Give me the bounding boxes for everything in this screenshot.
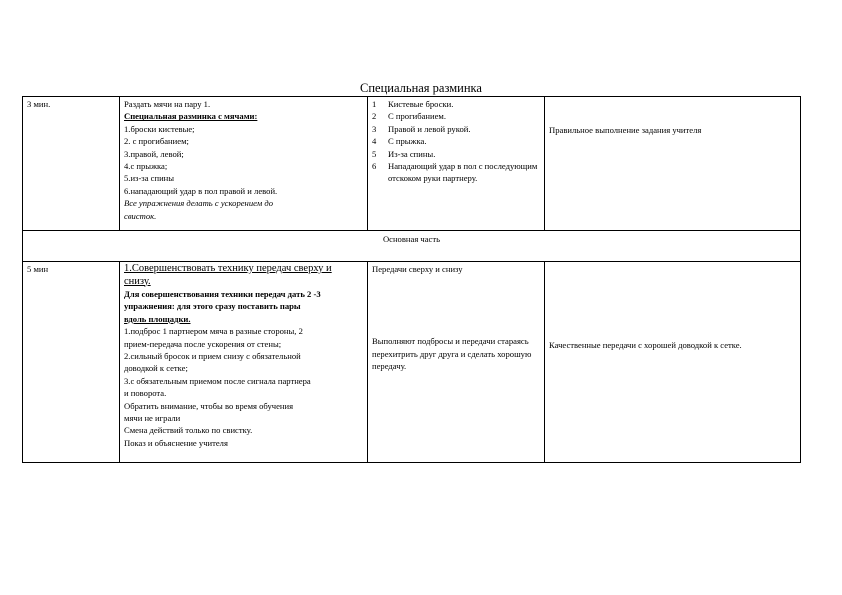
main-intro-1: Для совершенствования техники передач дать 2 -3 (124, 289, 321, 299)
main-criteria: Качественные передачи с хорошей доводкой к сетке. (545, 262, 801, 463)
main-line: Смена действий только по свистку. (124, 425, 253, 436)
list-item: 5 Из-за спины. (372, 148, 436, 159)
main-heading-1: 1.Совершенствовать технику передач сверху и (124, 263, 332, 274)
main-intro-3: вдоль площадки. (124, 313, 191, 324)
warmup-item: 3.правой, левой; (124, 148, 184, 159)
main-methods (368, 262, 545, 463)
list-item: 6 Нападающий удар в пол с последующим отскоком руки партнеру. (372, 161, 538, 184)
main-title-row (23, 231, 801, 262)
list-item: 3 Правой и левой рукой. (372, 123, 471, 134)
main-line: 1.подброс 1 партнером мяча в разные стороны, 2 (124, 326, 303, 337)
warmup-line-1: Раздать мячи на пару 1. (124, 99, 211, 109)
main-line: мячи не играли (124, 413, 181, 424)
main-row (23, 262, 801, 463)
warmup-note-1: Все упражнения делать с ускорением до (124, 198, 273, 209)
warmup-methods-list (372, 98, 540, 185)
main-methods-top: Передачи сверху и снизу (372, 264, 463, 274)
main-title: Основная часть (23, 231, 801, 262)
main-methods-bottom: Выполняют подбросы и передачи стараясь перехитрить друг друга и сделать хорошую передачу. (372, 336, 532, 372)
main-line: доводкой к сетке; (124, 363, 188, 374)
warmup-content (120, 97, 368, 231)
warmup-criteria: Правильное выполнение задания учителя (545, 97, 801, 231)
warmup-time: 3 мин. (23, 97, 120, 231)
warmup-title: Специальная разминка (360, 81, 482, 95)
warmup-row (23, 97, 801, 231)
list-item: 4 С прыжка. (372, 136, 427, 147)
list-item: 1 Кистевые броски. (372, 99, 454, 109)
warmup-item: 6.нападающий удар в пол правой и левой. (124, 185, 278, 196)
main-content (120, 262, 368, 463)
main-heading-2: снизу. (124, 275, 151, 287)
warmup-item: 1.броски кистевые; (124, 123, 195, 134)
main-line: 3.с обязательным приемом после сигнала партнера (124, 375, 311, 386)
main-line: и поворота. (124, 388, 167, 399)
list-item: 2 С прогибанием. (372, 111, 446, 122)
main-time: 5 мин (23, 262, 120, 463)
main-line: Показ и объяснение учителя (124, 437, 228, 448)
main-line: Обратить внимание, чтобы во время обучения (124, 400, 294, 411)
main-intro-2: упражнения: для этого сразу поставить пары (124, 301, 301, 312)
main-line: прием-передача после ускорения от стены; (124, 338, 282, 349)
warmup-item: 4.с прыжка; (124, 161, 168, 172)
warmup-methods (368, 97, 545, 231)
warmup-item: 2. с прогибанием; (124, 136, 189, 147)
warmup-note-2: свисток. (124, 210, 157, 221)
warmup-item: 5.из-за спины (124, 173, 175, 184)
warmup-line-2: Специальная разминка с мячами: (124, 111, 258, 122)
main-line: 2.сильный бросок и прием снизу с обязательной (124, 351, 301, 362)
lesson-table (22, 96, 801, 463)
